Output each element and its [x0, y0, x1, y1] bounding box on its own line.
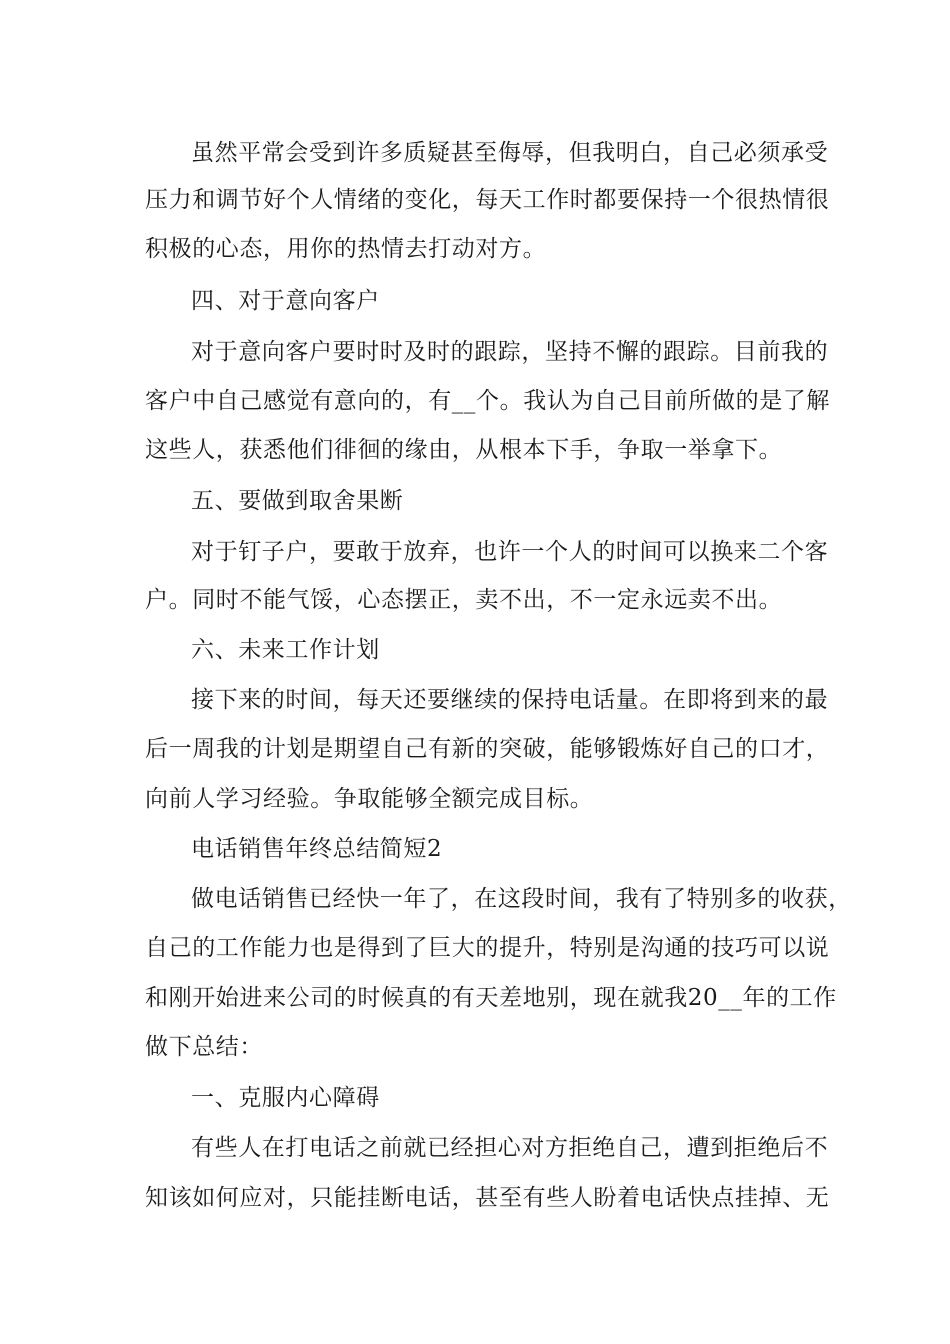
paragraph-line: 积极的心态，用你的热情去打动对方。: [145, 236, 547, 262]
paragraph-line: 向前人学习经验。争取能够全额完成目标。: [145, 786, 594, 812]
section-heading: 四、对于意向客户: [191, 288, 380, 314]
paragraph-line: 压力和调节好个人情绪的变化，每天工作时都要保持一个很热情很: [145, 187, 830, 213]
paragraph-line: 和刚开始进来公司的时候真的有天差地别，现在就我20__年的工作: [145, 985, 837, 1011]
paragraph-line: 有些人在打电话之前就已经担心对方拒绝自己，遭到拒绝后不: [191, 1135, 829, 1161]
paragraph-line: 后一周我的计划是期望自己有新的突破，能够锻炼好自己的口才，: [145, 736, 830, 762]
paragraph-line: 这些人，获悉他们徘徊的缘由，从根本下手，争取一举拿下。: [145, 437, 783, 463]
paragraph-line: 户。同时不能气馁，心态摆正，卖不出，不一定永远卖不出。: [145, 587, 783, 613]
paragraph-line: 自己的工作能力也是得到了巨大的提升，特别是沟通的技巧可以说: [145, 935, 830, 961]
article-title: 电话销售年终总结简短2: [191, 836, 443, 862]
paragraph-line: 接下来的时间，每天还要继续的保持电话量。在即将到来的最: [191, 687, 829, 713]
paragraph-line: 做电话销售已经快一年了，在这段时间，我有了特别多的收获，: [191, 886, 852, 912]
section-heading: 一、克服内心障碍: [191, 1085, 380, 1111]
paragraph-line: 做下总结：: [145, 1034, 263, 1060]
paragraph-line: 客户中自己感觉有意向的，有__个。我认为自己目前所做的是了解: [145, 388, 830, 414]
paragraph-line: 对于钉子户，要敢于放弃，也许一个人的时间可以换来二个客: [191, 539, 829, 565]
paragraph-line: 对于意向客户要时时及时的跟踪，坚持不懈的跟踪。目前我的: [191, 339, 829, 365]
paragraph-line: 虽然平常会受到许多质疑甚至侮辱，但我明白，自己必须承受: [191, 140, 829, 166]
section-heading: 六、未来工作计划: [191, 637, 380, 663]
section-heading: 五、要做到取舍果断: [191, 488, 404, 514]
paragraph-line: 知该如何应对，只能挂断电话，甚至有些人盼着电话快点挂掉、无: [145, 1185, 830, 1211]
